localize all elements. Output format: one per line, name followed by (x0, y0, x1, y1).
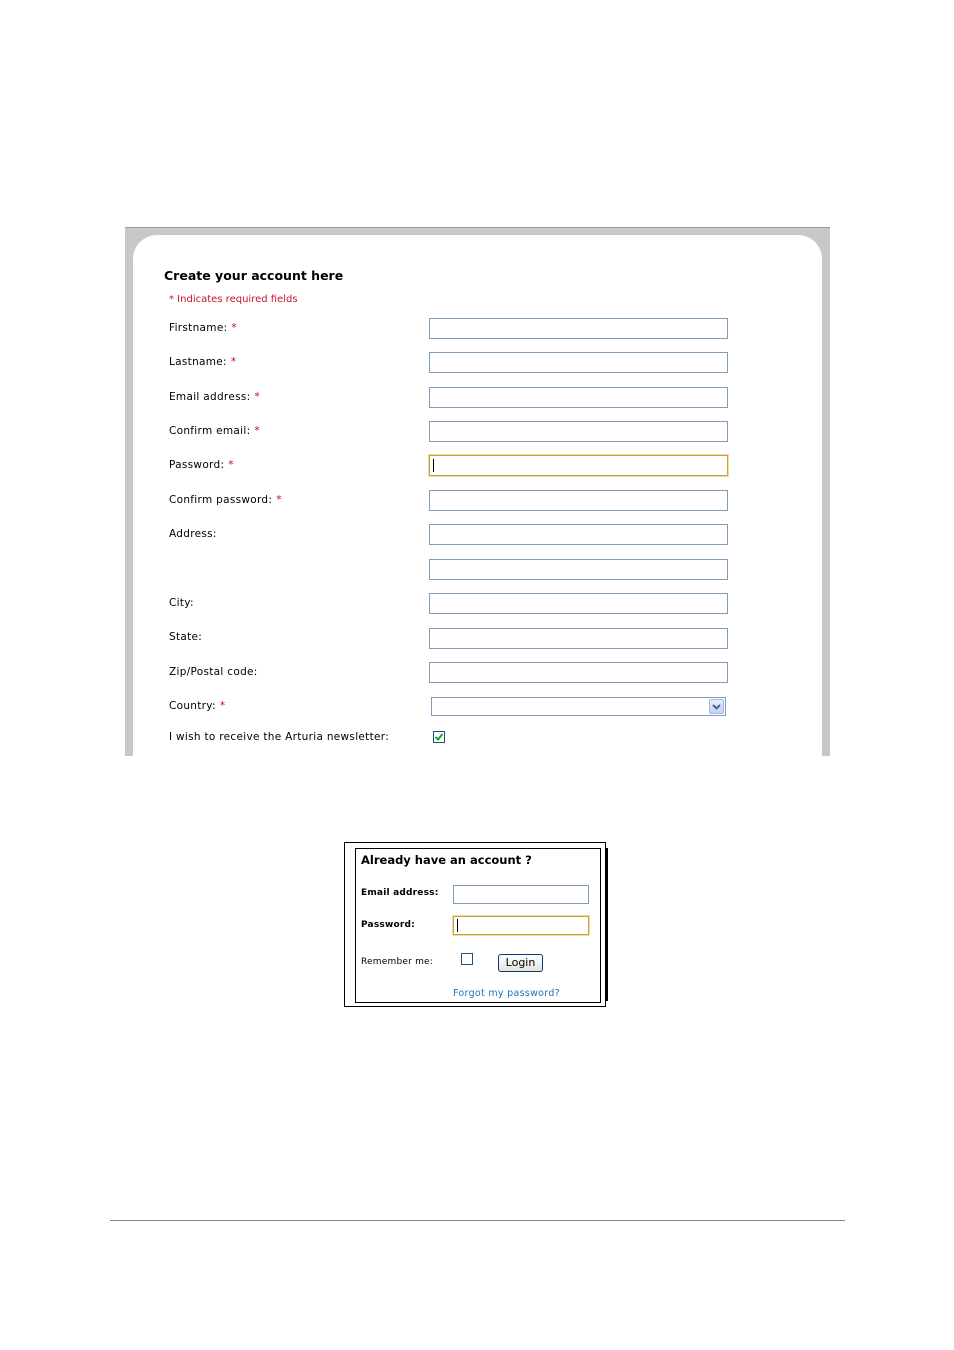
login-button[interactable]: Login (498, 954, 543, 972)
login-title: Already have an account ? (361, 853, 532, 867)
lastname-label (169, 356, 236, 368)
login-password-input[interactable] (453, 916, 589, 935)
confirm-password-label (169, 494, 282, 506)
city-label-text: City: (169, 597, 194, 609)
required-star: * (230, 356, 237, 368)
text-caret (433, 459, 434, 472)
zip-label-text: Zip/Postal code: (169, 666, 258, 678)
confirm-password-label-text: Confirm password: (169, 494, 273, 506)
text-caret (457, 919, 458, 932)
registration-title: Create your account here (164, 268, 344, 283)
address-label-text: Address: (169, 528, 217, 540)
login-password-label: Password: (361, 920, 415, 930)
address-line2-input[interactable] (429, 559, 728, 580)
country-select[interactable] (431, 697, 726, 716)
address-line1-input[interactable] (429, 524, 728, 545)
confirm-password-input[interactable] (429, 490, 728, 511)
confirm-email-label (169, 425, 260, 437)
lastname-label-text: Lastname: (169, 356, 227, 368)
state-label-text: State: (169, 631, 203, 643)
firstname-input[interactable] (429, 318, 728, 339)
required-star: * (276, 494, 282, 506)
forgot-password-link[interactable]: Forgot my password? (453, 988, 561, 999)
checkmark-icon (434, 732, 444, 742)
required-fields-note: * Indicates required fields (169, 294, 298, 305)
email-label (169, 391, 260, 403)
city-label (169, 597, 194, 609)
login-box-shadow (606, 848, 608, 1001)
newsletter-checkbox[interactable] (433, 731, 445, 743)
confirm-email-label-text: Confirm email: (169, 425, 251, 437)
chevron-down-icon[interactable] (709, 699, 724, 714)
required-star: * (254, 391, 261, 403)
firstname-label (169, 322, 237, 334)
password-input[interactable] (429, 455, 728, 476)
footer-divider (110, 1220, 845, 1221)
email-label-text: Email address: (169, 391, 251, 403)
password-label-text: Password: (169, 459, 225, 471)
firstname-label-text: Firstname: (169, 322, 228, 334)
login-email-label: Email address: (361, 888, 439, 898)
remember-me-checkbox[interactable] (461, 953, 473, 965)
address-label (169, 528, 217, 540)
confirm-email-input[interactable] (429, 421, 728, 442)
login-email-input[interactable] (453, 885, 589, 904)
lastname-input[interactable] (429, 352, 728, 373)
country-label-text: Country: (169, 700, 216, 712)
required-star: * (254, 425, 260, 437)
required-star: * (231, 322, 237, 334)
state-input[interactable] (429, 628, 728, 649)
newsletter-label: I wish to receive the Arturia newsletter: (169, 731, 390, 743)
country-label (169, 700, 225, 712)
zip-input[interactable] (429, 662, 728, 683)
remember-me-label: Remember me: (361, 957, 434, 967)
city-input[interactable] (429, 593, 728, 614)
required-star: * (228, 459, 234, 471)
required-star: * (219, 700, 226, 712)
password-label (169, 459, 234, 471)
zip-label (169, 666, 258, 678)
email-input[interactable] (429, 387, 728, 408)
state-label (169, 631, 202, 643)
